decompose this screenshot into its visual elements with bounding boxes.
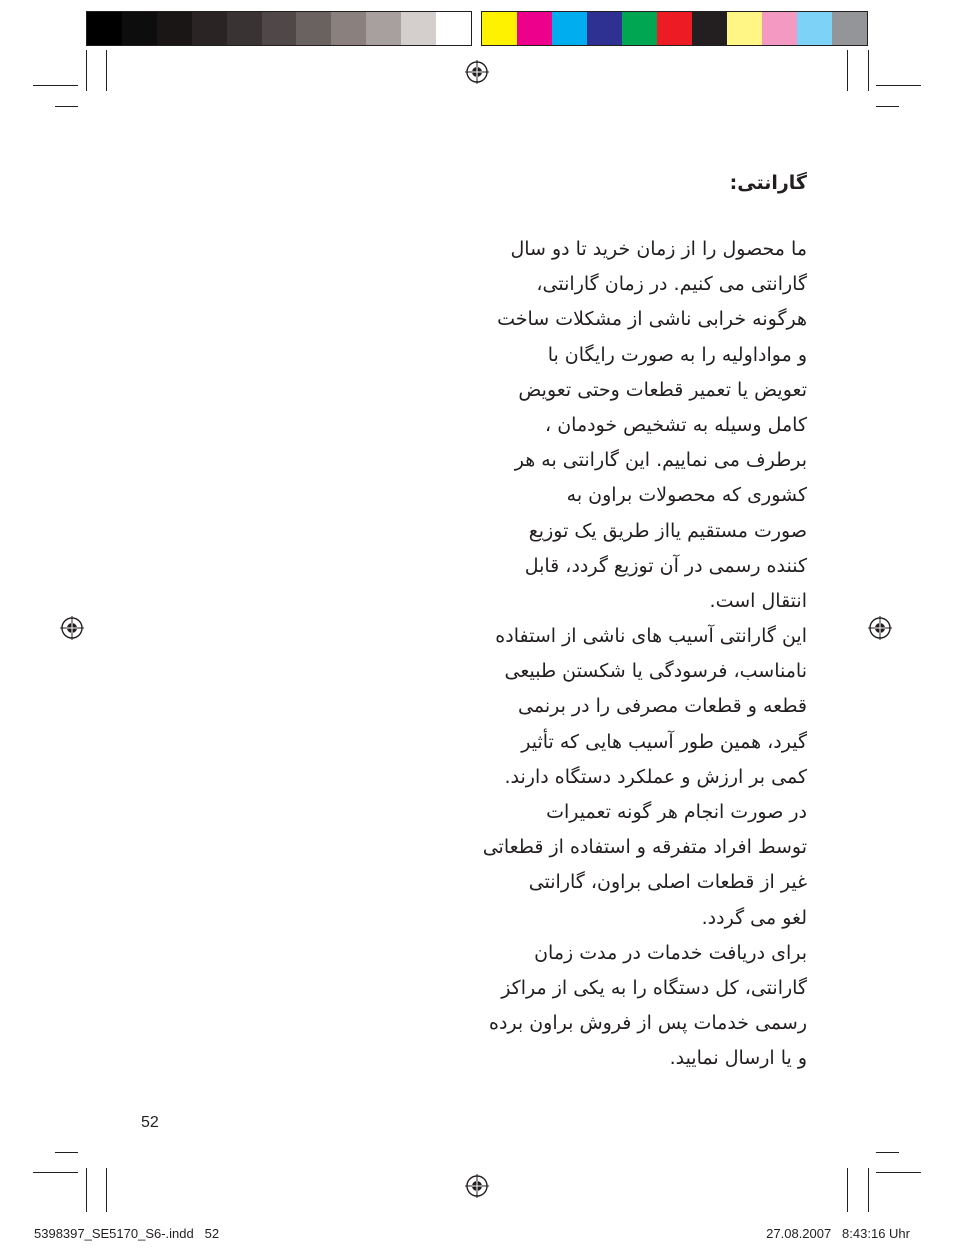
body-line: لغو می گردد. — [701, 906, 807, 929]
grayscale-color-bar — [86, 11, 472, 46]
crop-mark-bottom-left-v1 — [86, 1168, 87, 1212]
gray-swatch-4 — [192, 12, 227, 45]
yellow-swatch — [482, 12, 517, 45]
body-line: در صورت انجام هر گونه تعمیرات — [546, 801, 807, 823]
body-line: رسمی خدمات پس از فروش براون برده — [489, 1012, 807, 1035]
slug-datetime: 27.08.2007 8:43:16 Uhr — [766, 1226, 910, 1241]
gray-swatch-7 — [296, 12, 331, 45]
light-cyan-swatch — [797, 12, 832, 45]
gray-swatch — [832, 12, 867, 45]
red-swatch — [657, 12, 692, 45]
black-swatch — [692, 12, 727, 45]
crop-mark-top-left-v1 — [86, 50, 87, 91]
magenta-swatch — [517, 12, 552, 45]
crop-mark-top-right-h1 — [876, 85, 921, 86]
body-line: قطعه و قطعات مصرفی را در برنمی — [518, 695, 807, 718]
crop-mark-bottom-left-v2 — [106, 1168, 107, 1212]
crop-mark-bottom-right-h1 — [876, 1152, 899, 1153]
body-line: غیر از قطعات اصلی براون، گارانتی — [528, 871, 807, 894]
crop-mark-top-left-h2 — [55, 106, 78, 107]
registration-mark-bottom-icon — [465, 1174, 489, 1198]
light-yellow-swatch — [727, 12, 762, 45]
gray-swatch-5 — [227, 12, 262, 45]
crop-mark-top-right-v2 — [868, 50, 869, 91]
crop-mark-bottom-left-h1 — [55, 1152, 78, 1153]
pink-swatch — [762, 12, 797, 45]
gray-swatch-11 — [436, 12, 471, 45]
gray-swatch-10 — [401, 12, 436, 45]
body-line: گارانتی می کنیم. در زمان گارانتی، — [536, 273, 807, 296]
body-line: کمی بر ارزش و عملکرد دستگاه دارند. — [504, 765, 807, 788]
registration-mark-left-icon — [60, 616, 84, 640]
body-line: توسط افراد متفرقه و استفاده از قطعاتی — [482, 836, 807, 859]
body-line: کشوری که محصولات براون به — [566, 484, 807, 507]
body-line: گارانتی، کل دستگاه را به یکی از مراکز — [501, 976, 807, 999]
warranty-body — [467, 232, 807, 1077]
crop-mark-bottom-right-v2 — [868, 1168, 869, 1212]
body-line: هرگونه خرابی ناشی از مشکلات ساخت — [497, 308, 807, 331]
crop-mark-top-left-h1 — [33, 85, 78, 86]
crop-mark-bottom-right-h2 — [876, 1172, 921, 1173]
body-line: برطرف می نماییم. این گارانتی به هر — [514, 449, 807, 472]
body-line: کامل وسیله به تشخیص خودمان ، — [545, 413, 807, 436]
crop-mark-top-right-v1 — [847, 50, 848, 91]
process-color-bar — [481, 11, 868, 46]
page-number: 52 — [141, 1114, 159, 1131]
warranty-title: گارانتی: — [729, 172, 807, 194]
crop-mark-bottom-right-v1 — [847, 1168, 848, 1212]
gray-swatch-6 — [262, 12, 297, 45]
gray-swatch-9 — [366, 12, 401, 45]
body-line: نامناسب، فرسودگی یا شکستن طبیعی — [504, 660, 807, 683]
crop-mark-bottom-left-h2 — [33, 1172, 78, 1173]
registration-mark-top-icon — [465, 60, 489, 84]
crop-mark-top-right-h2 — [876, 106, 899, 107]
body-line: گیرد، همین طور آسیب هایی که تأثیر — [521, 730, 807, 753]
body-line: این گارانتی آسیب های ناشی از استفاده — [495, 625, 807, 648]
crop-mark-top-left-v2 — [106, 50, 107, 91]
gray-swatch-1 — [87, 12, 122, 45]
body-line: برای دریافت خدمات در مدت زمان — [534, 941, 807, 964]
body-line: کننده رسمی در آن توزیع گردد، قابل — [524, 554, 807, 577]
body-line: ما محصول را از زمان خرید تا دو سال — [510, 238, 807, 260]
body-line: و یا ارسال نمایید. — [669, 1047, 807, 1070]
body-line: و مواداولیه را به صورت رایگان با — [547, 343, 807, 366]
gray-swatch-8 — [331, 12, 366, 45]
gray-swatch-2 — [122, 12, 157, 45]
gray-swatch-3 — [157, 12, 192, 45]
cyan-swatch — [552, 12, 587, 45]
registration-mark-right-icon — [868, 616, 892, 640]
body-line: تعویض یا تعمیر قطعات وحتی تعویض — [518, 378, 807, 401]
body-line: صورت مستقیم یااز طریق یک توزیع — [528, 519, 807, 542]
slug-file-info: 5398397_SE5170_S6-.indd 52 — [34, 1226, 220, 1241]
body-line: انتقال است. — [709, 589, 807, 612]
green-swatch — [622, 12, 657, 45]
blue-swatch — [587, 12, 622, 45]
